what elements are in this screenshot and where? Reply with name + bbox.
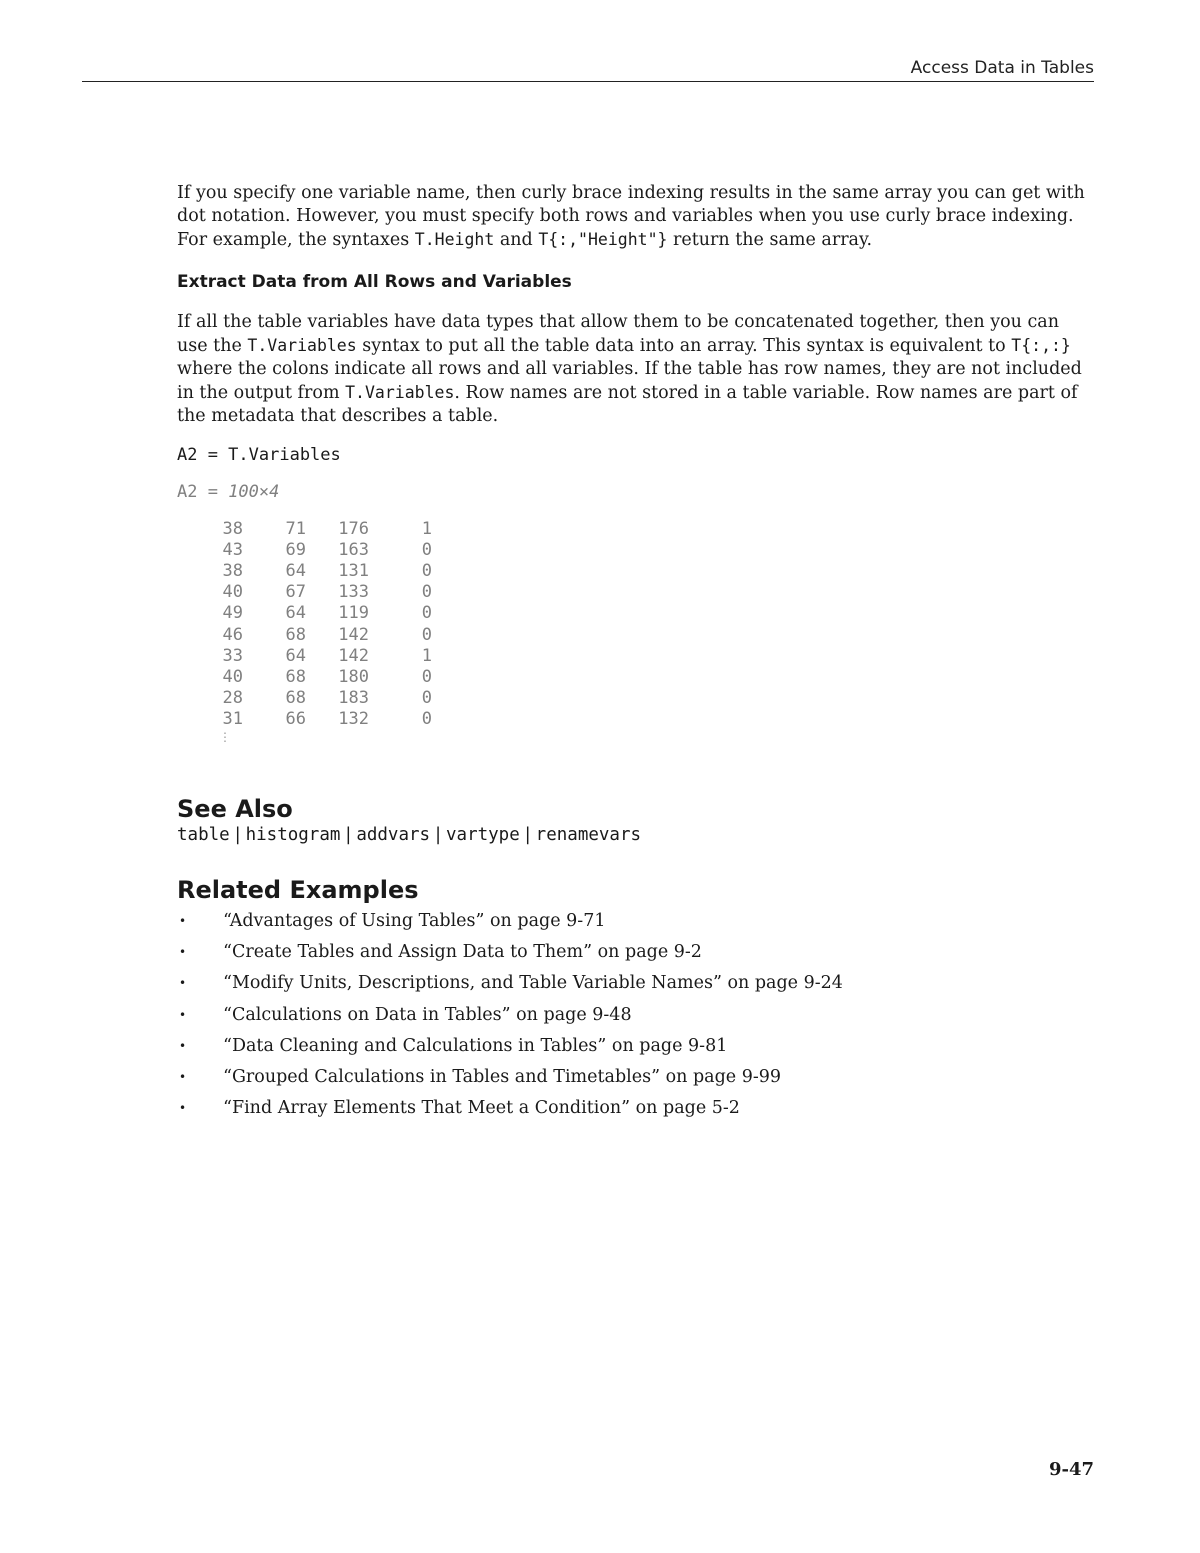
bullet-icon: •	[179, 976, 187, 991]
matrix-cell: 0	[421, 561, 432, 582]
matrix-cell: 68	[285, 688, 306, 709]
matrix-cell: 0	[421, 667, 432, 688]
matrix-cell: 0	[421, 624, 432, 645]
code-command: A2 = T.Variables	[177, 444, 341, 465]
matrix-cell: 163	[338, 539, 369, 560]
related-example-item	[177, 941, 1094, 972]
related-example-link[interactable]: “Data Cleaning and Calculations in Tables” on page 9-81	[223, 1035, 728, 1056]
matrix-cell: 31	[222, 709, 243, 730]
matrix-cell: 1	[421, 518, 432, 539]
matrix-row	[203, 561, 432, 582]
matrix-cell: 119	[338, 603, 369, 624]
related-example-item	[177, 1004, 1094, 1035]
related-example-link[interactable]: “Advantages of Using Tables” on page 9-71	[223, 910, 606, 931]
matrix-cell: 66	[285, 709, 306, 730]
intro-text-3: return the same array.	[667, 230, 873, 251]
matrix-row	[203, 709, 432, 730]
see-also-separator: |	[234, 824, 241, 845]
matrix-cell: 38	[222, 518, 243, 539]
related-example-item	[177, 1097, 1094, 1128]
matrix-cell: 46	[222, 624, 243, 645]
intro-code-2: T{:,"Height"}	[538, 230, 668, 250]
section-text-1: If all the table variables have data types that allow them to be concatenated together, then you can use the	[177, 311, 1059, 356]
related-example-item	[177, 1066, 1094, 1097]
matrix-cell: 142	[338, 624, 369, 645]
matrix-cell: 28	[222, 688, 243, 709]
intro-text-2: and	[494, 230, 539, 251]
section-code-2: T{:,:}	[1011, 335, 1071, 355]
see-also-separator: |	[524, 824, 531, 845]
section-text-2: syntax to put all the table data into an array. This syntax is equivalent to	[356, 335, 1012, 356]
matrix-cell: 133	[338, 582, 369, 603]
matrix-cell: 64	[285, 645, 306, 666]
matrix-row	[203, 582, 432, 603]
section-text-4: . Row names are not stored in a table variable. Row names are part of the metadata that describes a table.	[177, 383, 1078, 427]
related-examples-list	[177, 910, 1094, 1129]
page-content	[177, 182, 1094, 1129]
matrix-row	[203, 667, 432, 688]
matrix-row	[203, 603, 432, 624]
related-example-link[interactable]: “Grouped Calculations in Tables and Timetables” on page 9-99	[223, 1067, 782, 1088]
related-example-link[interactable]: “Create Tables and Assign Data to Them” on page 9-2	[223, 941, 702, 962]
see-also-list	[177, 825, 1094, 845]
intro-code-1: T.Height	[414, 230, 495, 250]
matrix-cell: 183	[338, 688, 369, 709]
matrix-cell: 71	[285, 518, 306, 539]
matrix-cell: 0	[421, 688, 432, 709]
matrix-row	[203, 519, 432, 540]
output-dims: 100×4	[228, 481, 280, 502]
see-also-link-addvars[interactable]: addvars	[356, 824, 431, 845]
matrix-ellipsis: ⋮	[219, 729, 231, 744]
related-example-item	[177, 910, 1094, 941]
bullet-icon: •	[179, 1101, 187, 1116]
related-example-item	[177, 1035, 1094, 1066]
matrix-cell: 38	[222, 561, 243, 582]
section-text-3: where the colons indicate all rows and all variables. If the table has row names, they are not included in the output from	[177, 359, 1082, 404]
see-also-link-histogram[interactable]: histogram	[245, 824, 341, 845]
matrix-cell: 64	[285, 561, 306, 582]
related-examples-title: Related Examples	[177, 875, 419, 904]
matrix-cell: 68	[285, 624, 306, 645]
matrix-cell: 180	[338, 667, 369, 688]
matrix-row	[203, 625, 432, 646]
matrix-cell: 67	[285, 582, 306, 603]
bullet-icon: •	[179, 1007, 187, 1022]
section-heading: Extract Data from All Rows and Variables	[177, 271, 572, 292]
matrix-cell: 69	[285, 539, 306, 560]
matrix-row	[203, 540, 432, 561]
related-example-item	[177, 972, 1094, 1003]
see-also-title: See Also	[177, 794, 293, 823]
matrix-cell: 0	[421, 582, 432, 603]
matrix-cell: 40	[222, 582, 243, 603]
matrix-cell: 64	[285, 603, 306, 624]
related-example-link[interactable]: “Calculations on Data in Tables” on page 9-48	[223, 1004, 632, 1025]
page-number: 9-47	[1048, 1459, 1094, 1480]
section-code-1: T.Variables	[247, 335, 357, 355]
see-also-link-vartype[interactable]: vartype	[446, 824, 520, 845]
running-title: Access Data in Tables	[910, 58, 1094, 78]
matrix-cell: 0	[421, 709, 432, 730]
related-example-link[interactable]: “Find Array Elements That Meet a Condition” on page 5-2	[223, 1098, 740, 1119]
intro-paragraph	[177, 182, 1094, 253]
matrix-cell: 176	[338, 518, 369, 539]
page-header	[82, 58, 1094, 82]
section-code-3: T.Variables	[345, 383, 455, 403]
intro-text-1: If you specify one variable name, then curly brace indexing results in the same array you can get with dot notation. However, you must specify both rows and variables when you use curly brace indexing. For example, the syntaxes	[177, 183, 1085, 251]
matrix-cell: 43	[222, 539, 243, 560]
see-also-link-renamevars[interactable]: renamevars	[535, 824, 642, 845]
matrix-cell: 132	[338, 709, 369, 730]
related-example-link[interactable]: “Modify Units, Descriptions, and Table Variable Names” on page 9-24	[223, 973, 843, 994]
output-header	[177, 482, 1094, 502]
bullet-icon: •	[179, 944, 187, 959]
matrix-cell: 0	[421, 603, 432, 624]
see-also-separator: |	[435, 824, 441, 845]
output-matrix	[203, 519, 432, 731]
see-also-separator: |	[345, 824, 352, 845]
output-label: A2 =	[177, 481, 229, 502]
matrix-cell: 33	[222, 645, 243, 666]
matrix-cell: 1	[421, 645, 432, 666]
matrix-row	[203, 688, 432, 709]
section-paragraph	[177, 311, 1094, 429]
matrix-cell: 142	[338, 645, 369, 666]
see-also-link-table[interactable]: table	[177, 824, 230, 845]
bullet-icon: •	[179, 1070, 187, 1085]
matrix-row	[203, 646, 432, 667]
matrix-cell: 68	[285, 667, 306, 688]
matrix-cell: 0	[421, 539, 432, 560]
bullet-icon: •	[179, 913, 187, 928]
bullet-icon: •	[179, 1038, 187, 1053]
matrix-cell: 40	[222, 667, 243, 688]
matrix-cell: 131	[338, 561, 369, 582]
matrix-cell: 49	[222, 603, 243, 624]
